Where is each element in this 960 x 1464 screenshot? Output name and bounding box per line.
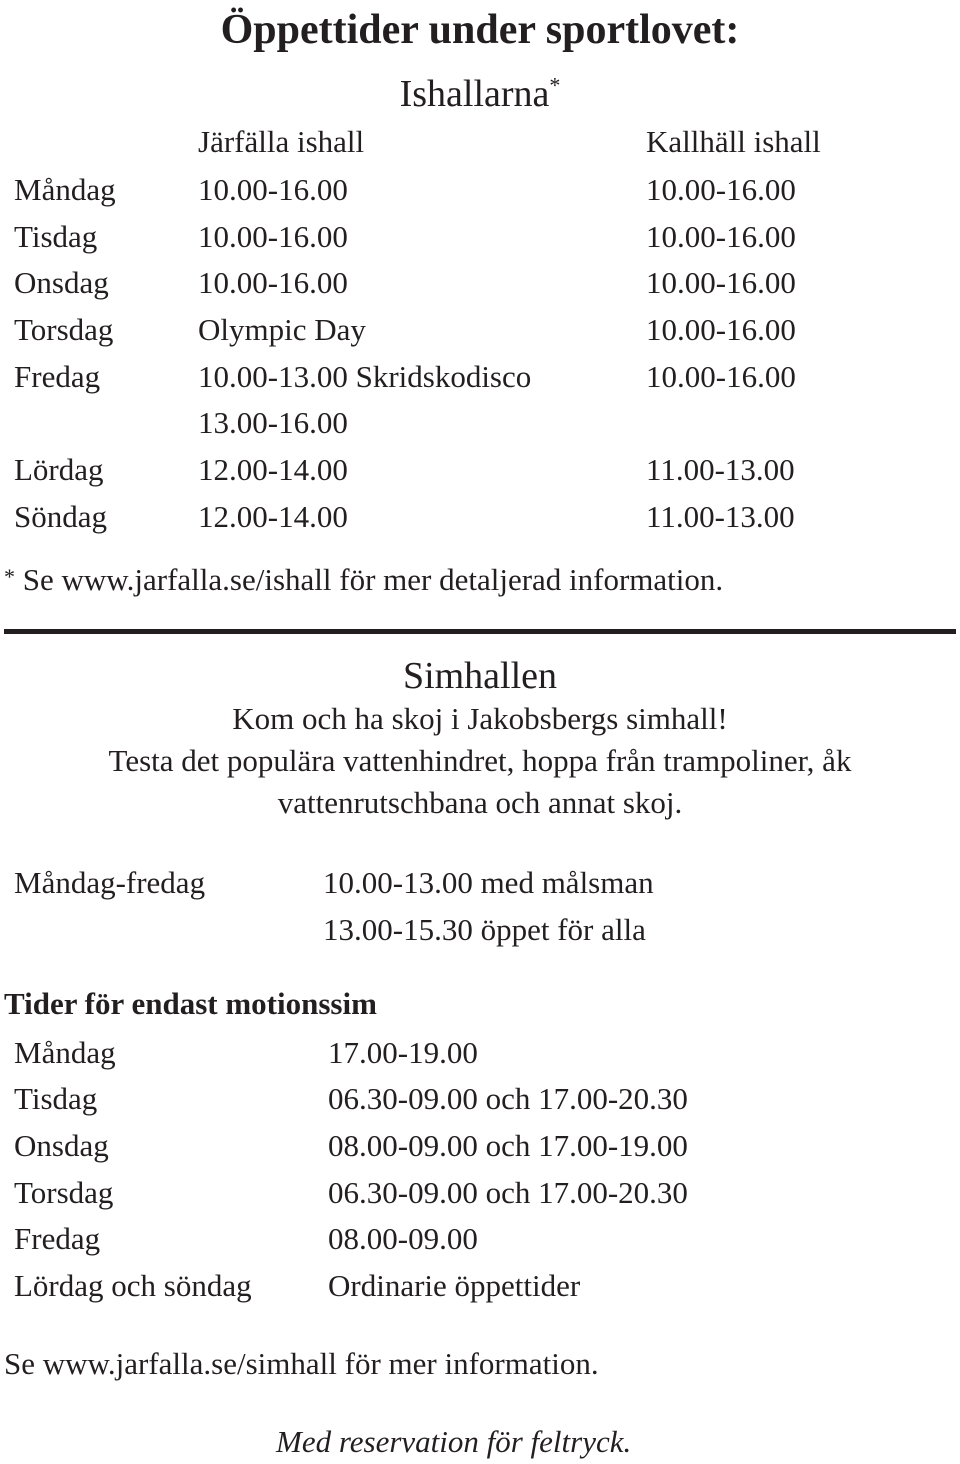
swim-info: Se www.jarfalla.se/simhall för mer information.	[4, 1346, 599, 1381]
jarfalla-time: Olympic Day	[198, 312, 366, 347]
kallhall-time: 11.00-13.00	[646, 452, 795, 487]
exercise-heading: Tider för endast motionssim	[4, 986, 377, 1021]
ice-heading-star: *	[549, 72, 561, 98]
jarfalla-time: 10.00-16.00	[198, 172, 348, 207]
ice-day: Onsdag	[14, 265, 109, 300]
kallhall-time: 10.00-16.00	[646, 172, 796, 207]
jarfalla-time: 10.00-13.00 Skridskodisco	[198, 359, 532, 394]
jarfalla-time: 10.00-16.00	[198, 219, 348, 254]
exercise-day: Måndag	[14, 1035, 116, 1070]
col-header-kallhall: Kallhäll ishall	[646, 124, 821, 159]
disclaimer: Med reservation för feltryck.	[276, 1424, 632, 1459]
swim-intro-line1: Kom och ha skoj i Jakobsbergs simhall!	[232, 701, 728, 736]
kallhall-time: 10.00-16.00	[646, 359, 796, 394]
weekday-time-guardian: 10.00-13.00 med målsman	[323, 865, 654, 900]
page-title: Öppettider under sportlovet:	[220, 7, 740, 53]
exercise-time: 06.30-09.00 och 17.00-20.30	[328, 1081, 688, 1116]
ice-day: Tisdag	[14, 219, 98, 254]
exercise-time: 06.30-09.00 och 17.00-20.30	[328, 1175, 688, 1210]
jarfalla-time: 10.00-16.00	[198, 265, 348, 300]
ice-day: Söndag	[14, 499, 107, 534]
weekday-label: Måndag-fredag	[14, 865, 206, 900]
exercise-time: 08.00-09.00	[328, 1221, 478, 1256]
exercise-day: Fredag	[14, 1221, 101, 1256]
jarfalla-time: 12.00-14.00	[198, 499, 348, 534]
kallhall-time: 10.00-16.00	[646, 219, 796, 254]
exercise-time: Ordinarie öppettider	[328, 1268, 581, 1303]
ice-heading-text: Ishallarna	[399, 73, 550, 115]
ice-day: Måndag	[14, 172, 116, 207]
jarfalla-time: 12.00-14.00	[198, 452, 348, 487]
exercise-day: Onsdag	[14, 1128, 109, 1163]
exercise-time: 08.00-09.00 och 17.00-19.00	[328, 1128, 688, 1163]
swim-intro-line3: vattenrutschbana och annat skoj.	[277, 785, 683, 820]
section-divider	[4, 629, 956, 634]
ice-heading	[0, 72, 960, 116]
swim-intro-line2: Testa det populära vattenhindret, hoppa från trampoliner, åk	[108, 743, 852, 778]
swim-heading: Simhallen	[402, 655, 558, 697]
jarfalla-time: 13.00-16.00	[198, 405, 348, 440]
exercise-time: 17.00-19.00	[328, 1035, 478, 1070]
exercise-day: Lördag och söndag	[14, 1268, 252, 1303]
kallhall-time: 11.00-13.00	[646, 499, 795, 534]
ice-footnote	[4, 562, 723, 598]
ice-day: Fredag	[14, 359, 101, 394]
weekday-time-all: 13.00-15.30 öppet för alla	[323, 912, 646, 947]
kallhall-time: 10.00-16.00	[646, 265, 796, 300]
ice-day: Torsdag	[14, 312, 114, 347]
kallhall-time: 10.00-16.00	[646, 312, 796, 347]
col-header-jarfalla: Järfälla ishall	[198, 124, 365, 159]
footnote-star: *	[4, 564, 15, 589]
ice-footnote-text: Se www.jarfalla.se/ishall för mer detaljerad information.	[22, 562, 724, 597]
exercise-day: Tisdag	[14, 1081, 98, 1116]
ice-day: Lördag	[14, 452, 104, 487]
exercise-day: Torsdag	[14, 1175, 114, 1210]
